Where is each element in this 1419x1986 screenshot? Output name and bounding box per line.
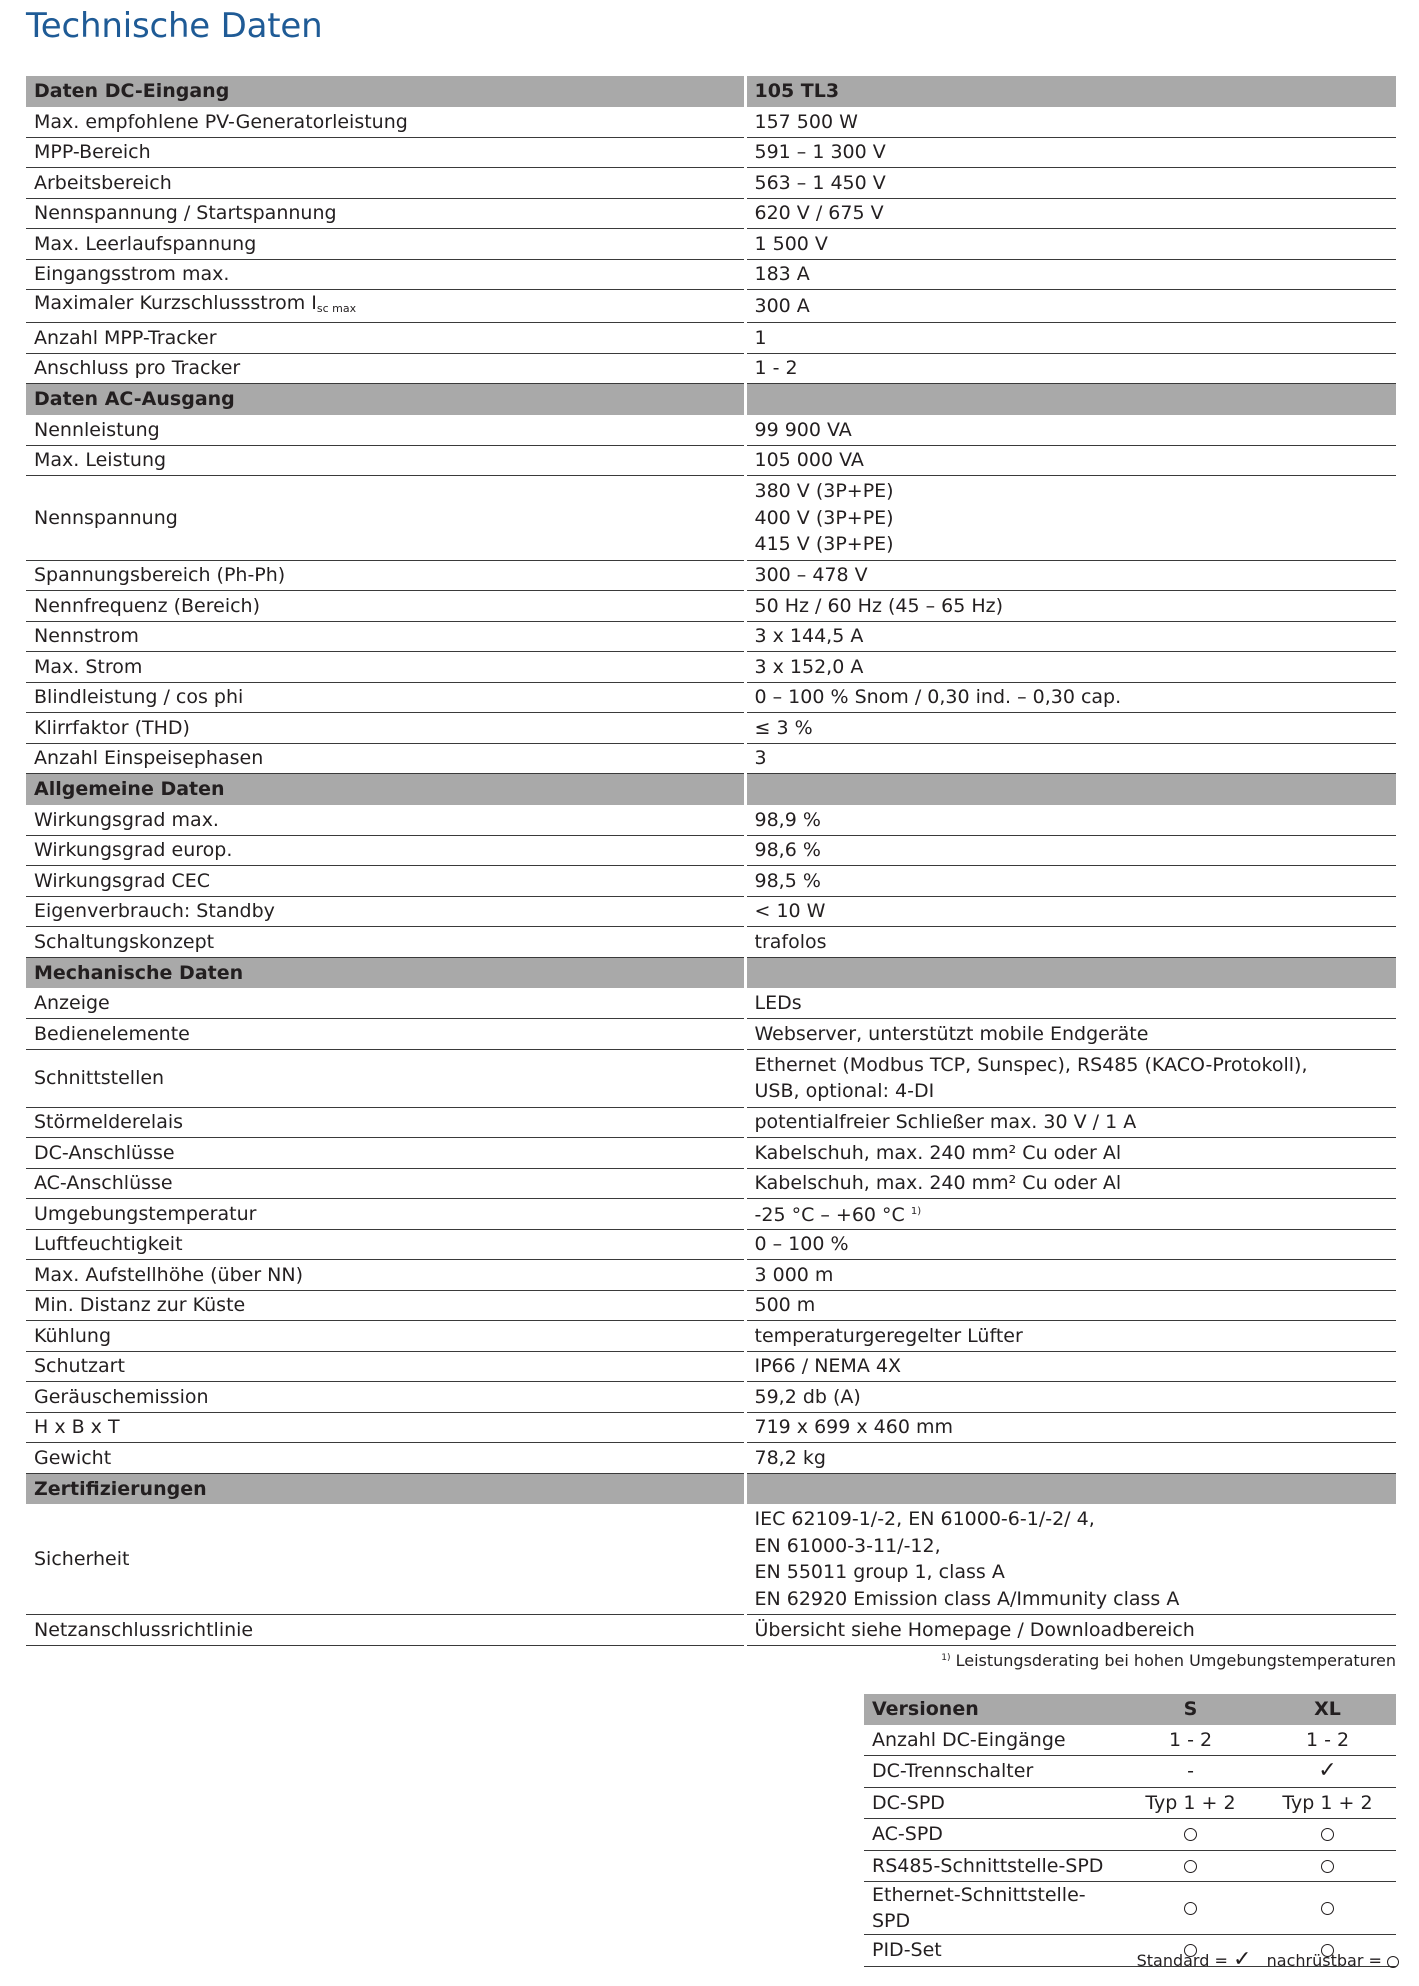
spec-row (26, 1615, 1396, 1646)
circle-icon (1184, 1860, 1197, 1873)
versions-cell-text: 1 - 2 (1305, 1728, 1350, 1751)
spec-label (26, 1290, 745, 1321)
spec-label-text: Nennstrom (34, 625, 139, 648)
spec-label-text: Min. Distanz zur Küste (34, 1294, 246, 1317)
versions-row (864, 1819, 1396, 1851)
spec-row (26, 1382, 1396, 1413)
versions-row (864, 1850, 1396, 1882)
spec-row (26, 805, 1396, 836)
versions-cell (1122, 1882, 1259, 1935)
spec-value (745, 866, 1396, 897)
spec-value-text: 300 A (754, 295, 810, 317)
spec-value (745, 1504, 1396, 1615)
section-header (26, 384, 1396, 415)
spec-value (745, 168, 1396, 199)
spec-label (26, 591, 745, 622)
spec-row (26, 1107, 1396, 1138)
spec-label-text: Anzeige (34, 992, 110, 1014)
versions-cell (1259, 1850, 1396, 1882)
spec-label-text: Geräuschemission (34, 1385, 209, 1408)
versions-cell (1259, 1787, 1396, 1819)
spec-value-text: IP66 / NEMA 4X (754, 1355, 901, 1378)
spec-label (26, 1199, 745, 1230)
versions-header-cell: Versionen (864, 1694, 1122, 1725)
legend-retrofit-label: nachrüstbar = (1266, 1951, 1382, 1970)
spec-row (26, 988, 1396, 1019)
spec-value-line: EN 55011 group 1, class A (754, 1561, 1005, 1583)
spec-value (745, 743, 1396, 774)
spec-label-text: Max. empfohlene PV-Generatorleistung (34, 110, 408, 133)
versions-cell-text: 1 - 2 (1168, 1728, 1213, 1751)
spec-label (26, 1443, 745, 1474)
spec-label (26, 1107, 745, 1138)
spec-value-text: 157 500 W (754, 110, 858, 133)
spec-value (745, 1290, 1396, 1321)
spec-value-text: LEDs (754, 992, 802, 1014)
spec-label (26, 1138, 745, 1169)
spec-label (26, 682, 745, 713)
spec-label-text: Netzanschlussrichtlinie (34, 1618, 254, 1641)
spec-label-text: Kühlung (34, 1324, 112, 1347)
spec-label-text: H x B x T (34, 1416, 120, 1439)
section-title: Mechanische Daten (26, 957, 745, 988)
spec-value-line: Ethernet (Modbus TCP, Sunspec), RS485 (KACO-Protokoll), (754, 1053, 1308, 1076)
spec-row (26, 743, 1396, 774)
section-title: Allgemeine Daten (26, 774, 745, 805)
circle-icon (1184, 1902, 1197, 1915)
section-model: 105 TL3 (745, 76, 1396, 107)
spec-value-text: 98,9 % (754, 808, 821, 831)
spec-value-text: < 10 W (754, 900, 826, 923)
spec-label-text: Eigenverbrauch: Standby (34, 900, 275, 923)
spec-value-text: 3 x 152,0 A (754, 655, 864, 678)
spec-label-text: Maximaler Kurzschlussstrom I (34, 292, 317, 314)
spec-value (745, 988, 1396, 1019)
spec-label (26, 1351, 745, 1382)
spec-label-text: Schaltungskonzept (34, 930, 215, 953)
spec-label (26, 168, 745, 199)
spec-label (26, 988, 745, 1019)
spec-value-text: 183 A (754, 263, 810, 286)
spec-label (26, 743, 745, 774)
versions-header-cell: XL (1259, 1694, 1396, 1725)
spec-value (745, 835, 1396, 866)
spec-value-text: temperaturgeregelter Lüfter (754, 1324, 1023, 1347)
spec-value-text: 99 900 VA (754, 418, 852, 441)
versions-cell (1259, 1756, 1396, 1788)
section-header (26, 957, 1396, 988)
spec-label (26, 1260, 745, 1291)
spec-label (26, 445, 745, 476)
spec-row (26, 927, 1396, 958)
versions-header (864, 1694, 1396, 1725)
spec-value-text: 300 – 478 V (754, 564, 868, 587)
spec-value-text: 98,6 % (754, 839, 821, 862)
spec-label-text: Gewicht (34, 1446, 112, 1469)
spec-label (26, 866, 745, 897)
spec-row (26, 107, 1396, 138)
spec-value (745, 445, 1396, 476)
spec-value-line: USB, optional: 4-DI (754, 1080, 935, 1102)
spec-label (26, 353, 745, 384)
spec-value-text: Webserver, unterstützt mobile Endgeräte (754, 1022, 1149, 1045)
spec-value (745, 415, 1396, 446)
check-mark-icon: ✓ (1232, 1947, 1252, 1972)
section-header (26, 1473, 1396, 1504)
spec-label (26, 805, 745, 836)
versions-row (864, 1882, 1396, 1935)
spec-value-text: 0 – 100 % Snom / 0,30 ind. – 0,30 cap. (754, 686, 1122, 709)
spec-value-text: 0 – 100 % (754, 1233, 849, 1256)
spec-value-text: 719 x 699 x 460 mm (754, 1416, 953, 1439)
versions-label: AC-SPD (864, 1819, 1122, 1851)
spec-label (26, 1615, 745, 1646)
spec-value-line: 400 V (3P+PE) (754, 506, 894, 529)
versions-cell (1259, 1819, 1396, 1851)
legend-standard-label: Standard = (1136, 1951, 1228, 1970)
spec-label (26, 621, 745, 652)
spec-value-text: trafolos (754, 930, 827, 953)
spec-row (26, 1260, 1396, 1291)
spec-row (26, 591, 1396, 622)
versions-label: Ethernet-Schnittstelle-SPD (864, 1882, 1122, 1935)
versions-row (864, 1756, 1396, 1788)
footnote-text: Leistungsderating bei hohen Umgebungstemperaturen (950, 1651, 1396, 1670)
spec-label (26, 290, 745, 323)
spec-value-text: Übersicht siehe Homepage / Downloadbereich (754, 1618, 1195, 1641)
spec-label-subscript: sc max (316, 302, 357, 315)
spec-value (745, 137, 1396, 168)
spec-value-text: 500 m (754, 1294, 816, 1317)
spec-row (26, 713, 1396, 744)
section-title: Daten AC-Ausgang (26, 384, 745, 415)
spec-value-text: 3 (754, 747, 767, 770)
spec-row (26, 1229, 1396, 1260)
spec-value (745, 1199, 1396, 1230)
spec-label (26, 927, 745, 958)
spec-value (745, 621, 1396, 652)
section-title: Zertifizierungen (26, 1473, 745, 1504)
spec-value (745, 1107, 1396, 1138)
spec-value (745, 652, 1396, 683)
spec-value (745, 323, 1396, 354)
spec-row (26, 1504, 1396, 1615)
spec-label (26, 1019, 745, 1050)
circle-icon (1321, 1828, 1334, 1841)
spec-row (26, 1351, 1396, 1382)
versions-cell (1122, 1725, 1259, 1756)
spec-value-line: EN 62920 Emission class A/Immunity class A (754, 1587, 1180, 1610)
spec-label-text: Klirrfaktor (THD) (34, 716, 190, 739)
spec-label-text: Arbeitsbereich (34, 171, 172, 194)
spec-label-text: Anzahl Einspeisephasen (34, 747, 264, 770)
spec-label-text: Blindleistung / cos phi (34, 686, 244, 709)
spec-value (745, 1382, 1396, 1413)
footnote (941, 1651, 1396, 1670)
spec-row (26, 835, 1396, 866)
spec-value (745, 805, 1396, 836)
spec-value-text: ≤ 3 % (754, 716, 813, 739)
spec-row (26, 1199, 1396, 1230)
spec-row (26, 866, 1396, 897)
spec-value (745, 107, 1396, 138)
versions-cell (1122, 1787, 1259, 1819)
spec-row (26, 415, 1396, 446)
spec-row (26, 323, 1396, 354)
versions-row (864, 1787, 1396, 1819)
spec-label (26, 1412, 745, 1443)
spec-value (745, 1049, 1396, 1107)
spec-value-text: 98,5 % (754, 869, 821, 892)
spec-label-text: Störmelderelais (34, 1111, 184, 1134)
spec-label-text: Max. Leerlaufspannung (34, 232, 257, 255)
section-header (26, 76, 1396, 107)
spec-label-text: Schnittstellen (34, 1067, 165, 1089)
spec-label-text: Bedienelemente (34, 1022, 190, 1045)
spec-label-text: DC-Anschlüsse (34, 1141, 175, 1164)
spec-row (26, 1168, 1396, 1199)
spec-value (745, 560, 1396, 591)
spec-value (745, 290, 1396, 323)
spec-value-line: IEC 62109-1/-2, EN 61000-6-1/-2/ 4, (754, 1508, 1095, 1530)
spec-row (26, 652, 1396, 683)
spec-value (745, 476, 1396, 561)
versions-cell (1259, 1882, 1396, 1935)
spec-label-text: Anschluss pro Tracker (34, 357, 241, 380)
spec-row (26, 1290, 1396, 1321)
spec-row (26, 1321, 1396, 1352)
section-model (745, 384, 1396, 415)
spec-value (745, 1138, 1396, 1169)
versions-table (864, 1694, 1396, 1967)
spec-label-text: Wirkungsgrad CEC (34, 869, 211, 892)
spec-value-text: 563 – 1 450 V (754, 171, 886, 194)
spec-value-text: 1 (754, 326, 767, 349)
versions-label: Anzahl DC-Eingänge (864, 1725, 1122, 1756)
spec-value-text: 620 V / 675 V (754, 202, 884, 225)
spec-label-text: Wirkungsgrad max. (34, 808, 219, 831)
spec-label-text: Schutzart (34, 1355, 125, 1378)
spec-value (745, 1168, 1396, 1199)
spec-label-text: Max. Strom (34, 655, 143, 678)
section-header (26, 774, 1396, 805)
spec-row (26, 621, 1396, 652)
versions-cell-text: Typ 1 + 2 (1145, 1791, 1236, 1814)
spec-label (26, 1229, 745, 1260)
spec-row (26, 1412, 1396, 1443)
spec-label (26, 896, 745, 927)
spec-row (26, 229, 1396, 260)
spec-label-text: MPP-Bereich (34, 141, 151, 164)
section-model (745, 774, 1396, 805)
spec-label-text: Spannungsbereich (Ph-Ph) (34, 564, 286, 587)
spec-label-text: Nennspannung / Startspannung (34, 202, 337, 225)
spec-value (745, 1260, 1396, 1291)
spec-label-text: Max. Aufstellhöhe (über NN) (34, 1263, 304, 1286)
spec-label (26, 415, 745, 446)
spec-label (26, 1049, 745, 1107)
section-model (745, 1473, 1396, 1504)
spec-row (26, 682, 1396, 713)
spec-value-text: potentialfreier Schließer max. 30 V / 1 A (754, 1111, 1137, 1134)
spec-row (26, 137, 1396, 168)
spec-row (26, 1049, 1396, 1107)
spec-table (26, 76, 1396, 1646)
versions-cell (1122, 1850, 1259, 1882)
spec-row (26, 1019, 1396, 1050)
versions-header-cell: S (1122, 1694, 1259, 1725)
spec-label-text: Nennspannung (34, 506, 178, 529)
spec-label (26, 107, 745, 138)
versions-label: DC-SPD (864, 1787, 1122, 1819)
spec-value (745, 229, 1396, 260)
spec-value-text: 3 x 144,5 A (754, 625, 864, 648)
spec-label (26, 835, 745, 866)
spec-row (26, 259, 1396, 290)
spec-label (26, 137, 745, 168)
versions-cell (1259, 1725, 1396, 1756)
spec-row (26, 353, 1396, 384)
spec-value-text: 105 000 VA (754, 449, 864, 472)
spec-value-text: 3 000 m (754, 1263, 834, 1286)
spec-label-text: Max. Leistung (34, 449, 167, 472)
section-title: Daten DC-Eingang (26, 76, 745, 107)
spec-row (26, 290, 1396, 323)
spec-value-text: 1 - 2 (754, 357, 798, 380)
spec-value (745, 1443, 1396, 1474)
spec-label-text: Umgebungstemperatur (34, 1202, 257, 1225)
spec-value (745, 1351, 1396, 1382)
spec-value (745, 1321, 1396, 1352)
spec-label-text: Eingangsstrom max. (34, 263, 230, 286)
spec-value-footnote-mark: 1) (910, 1206, 922, 1218)
versions-cell-text: Typ 1 + 2 (1282, 1791, 1373, 1814)
spec-value-text: Kabelschuh, max. 240 mm² Cu oder Al (754, 1141, 1122, 1164)
versions-cell (1122, 1756, 1259, 1788)
spec-label (26, 259, 745, 290)
spec-row (26, 1138, 1396, 1169)
spec-value-text: Kabelschuh, max. 240 mm² Cu oder Al (754, 1172, 1122, 1195)
spec-label (26, 323, 745, 354)
spec-label-text: Luftfeuchtigkeit (34, 1233, 183, 1256)
spec-label (26, 229, 745, 260)
spec-row (26, 1443, 1396, 1474)
versions-label: DC-Trennschalter (864, 1756, 1122, 1788)
spec-label-text: Sicherheit (34, 1548, 130, 1570)
spec-value (745, 1412, 1396, 1443)
spec-row (26, 896, 1396, 927)
spec-value (745, 927, 1396, 958)
spec-row (26, 476, 1396, 561)
spec-label (26, 198, 745, 229)
spec-row (26, 198, 1396, 229)
spec-row (26, 445, 1396, 476)
spec-label (26, 713, 745, 744)
spec-label-text: Wirkungsgrad europ. (34, 839, 233, 862)
spec-value-text: 78,2 kg (754, 1446, 826, 1469)
spec-value-text: 591 – 1 300 V (754, 141, 886, 164)
spec-label (26, 1382, 745, 1413)
spec-value-text: 59,2 db (A) (754, 1385, 861, 1408)
versions-cell (1122, 1819, 1259, 1851)
spec-value (745, 1229, 1396, 1260)
versions-row (864, 1725, 1396, 1756)
footnote-mark: 1) (941, 1653, 951, 1663)
spec-value (745, 896, 1396, 927)
spec-row (26, 560, 1396, 591)
versions-label: PID-Set (864, 1935, 1122, 1967)
spec-label (26, 560, 745, 591)
spec-value-line: EN 61000-3-11/-12, (754, 1534, 941, 1557)
section-model (745, 957, 1396, 988)
spec-value (745, 682, 1396, 713)
spec-value (745, 591, 1396, 622)
spec-label-text: AC-Anschlüsse (34, 1172, 173, 1195)
spec-value (745, 1019, 1396, 1050)
spec-value (745, 353, 1396, 384)
legend (1136, 1947, 1399, 1972)
circle-icon (1184, 1828, 1197, 1841)
spec-value (745, 259, 1396, 290)
spec-value-line: 380 V (3P+PE) (754, 480, 894, 502)
spec-value-text: 50 Hz / 60 Hz (45 – 65 Hz) (754, 594, 1004, 617)
spec-label (26, 1321, 745, 1352)
spec-label-text: Nennleistung (34, 418, 160, 441)
spec-value (745, 713, 1396, 744)
versions-label: RS485-Schnittstelle-SPD (864, 1850, 1122, 1882)
spec-label-text: Nennfrequenz (Bereich) (34, 594, 261, 617)
spec-label (26, 1168, 745, 1199)
spec-value-line: 415 V (3P+PE) (754, 533, 894, 555)
circle-icon (1321, 1902, 1334, 1915)
spec-value (745, 1615, 1396, 1646)
spec-label (26, 476, 745, 561)
spec-value-text: -25 °C – +60 °C (754, 1204, 905, 1227)
check-mark-icon: ✓ (1318, 1758, 1337, 1784)
spec-label (26, 1504, 745, 1615)
spec-value (745, 198, 1396, 229)
versions-cell-text: - (1187, 1760, 1194, 1783)
spec-label (26, 652, 745, 683)
spec-row (26, 168, 1396, 199)
page-title: Technische Daten (26, 6, 323, 46)
spec-label-text: Anzahl MPP-Tracker (34, 326, 217, 349)
circle-icon (1387, 1956, 1399, 1968)
circle-icon (1321, 1860, 1334, 1873)
spec-value-text: 1 500 V (754, 232, 828, 255)
